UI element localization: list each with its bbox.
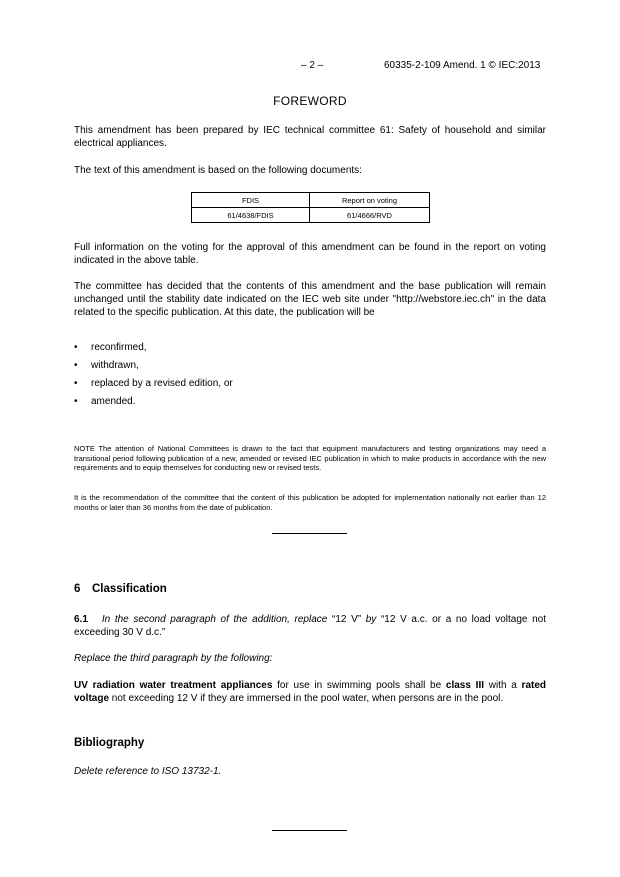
foreword-paragraph-voting: Full information on the voting for the approval of this amendment can be found in the report on voting indicated in the above table. — [74, 242, 546, 266]
uv-text-1: for use in swimming pools shall be — [277, 680, 442, 691]
list-item-text: reconfirmed, — [91, 342, 147, 353]
table-header-fdis: FDIS — [192, 193, 310, 208]
foreword-paragraph-stability: The committee has decided that the contents of this amendment and the base publication will remain unchanged until the stability date indicated on the IEC web site under "http://webstore.iec.ch" in the data related to the specific publication. At this date, the publication will be — [74, 281, 546, 318]
term-rated-voltage: rated voltage — [74, 680, 546, 704]
foreword-title: FOREWORD — [273, 94, 347, 108]
section-number: 6 — [74, 583, 81, 595]
documents-table — [191, 192, 430, 223]
page-number: – 2 – — [301, 60, 324, 71]
clause-new-value: “12 V a.c. or a no load voltage not exceeding 30 V d.c.” — [74, 614, 547, 638]
clause-6-1-paragraph — [74, 613, 546, 639]
clause-instruction: In the second paragraph of the addition, replace — [101, 614, 328, 625]
table-cell-rvd: 61/4666/RVD — [310, 208, 430, 223]
bullet-icon: • — [74, 342, 78, 353]
bibliography-heading: Bibliography — [74, 737, 145, 749]
section-heading — [74, 583, 167, 595]
replace-instruction: Replace the third paragraph by the following: — [74, 653, 273, 664]
foreword-paragraph-committee: This amendment has been prepared by IEC technical committee 61: Safety of household and similar electrical appliances. — [74, 125, 546, 149]
end-divider — [272, 830, 347, 831]
section-divider — [272, 533, 347, 534]
bullet-icon: • — [74, 396, 78, 407]
list-item-text: withdrawn, — [91, 360, 139, 371]
note-paragraph: NOTE The attention of National Committees is drawn to the fact that equipment manufacturers and testing organizations may need a transitional period following publication of a new, amended or revised IEC publication in which to make products in accordance with the new requirements and to equip themselves for conducting new or revised tests. — [74, 444, 546, 472]
uv-text-2: with a — [488, 680, 517, 691]
uv-text-3: not exceeding 12 V if they are immersed in the pool water, when persons are in the pool. — [111, 693, 504, 704]
table-header-row — [192, 193, 430, 208]
term-uv-appliances: UV radiation water treatment appliances — [74, 680, 273, 691]
table-header-report: Report on voting — [310, 193, 430, 208]
uv-requirement-paragraph — [74, 679, 546, 705]
bullet-icon: • — [74, 360, 78, 371]
list-item-text: replaced by a revised edition, or — [91, 378, 233, 389]
standard-reference: 60335-2-109 Amend. 1 © IEC:2013 — [384, 60, 541, 71]
bibliography-instruction: Delete reference to ISO 13732-1. — [74, 766, 222, 777]
foreword-paragraph-documents: The text of this amendment is based on the following documents: — [74, 165, 362, 176]
clause-by: by — [365, 614, 377, 625]
recommendation-paragraph: It is the recommendation of the committee that the content of this publication be adopted for implementation nationally not earlier than 12 months or later than 36 months from the date of publication. — [74, 493, 546, 512]
clause-old-value: “12 V” — [331, 614, 362, 625]
table-row — [192, 208, 430, 223]
table-cell-fdis: 61/4638/FDIS — [192, 208, 310, 223]
clause-number: 6.1 — [74, 614, 88, 625]
list-item-text: amended. — [91, 396, 136, 407]
term-class-iii: class III — [445, 680, 484, 691]
bullet-icon: • — [74, 378, 78, 389]
section-title: Classification — [92, 583, 167, 595]
